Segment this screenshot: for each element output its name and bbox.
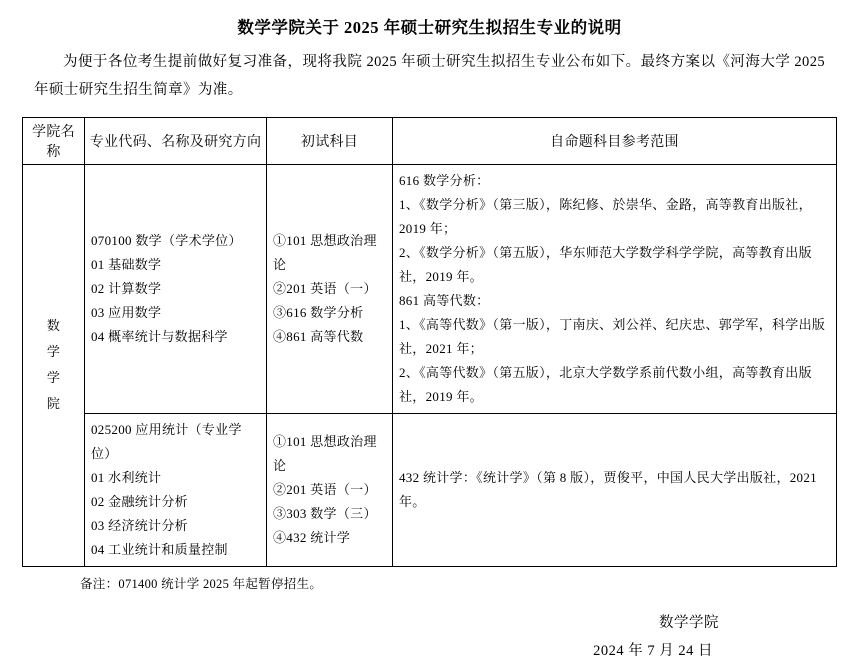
table-row [23, 164, 837, 413]
college-char: 数 [46, 318, 61, 334]
exam-subjects-cell [267, 164, 393, 413]
major-line: 03 经济统计分析 [91, 518, 188, 534]
major-line: 070100 数学（学术学位） [91, 232, 242, 248]
page-title: 数学学院关于 2025 年硕士研究生拟招生专业的说明 [237, 18, 622, 37]
range-line: 2、《高等代数》（第五版），北京大学数学系前代数小组，高等教育出版社，2019 年。 [399, 364, 812, 404]
admissions-table [22, 117, 837, 568]
exam-line: ②201 英语（一） [273, 280, 377, 296]
exam-line: ③616 数学分析 [273, 304, 364, 320]
footnote: 备注：071400 统计学 2025 年起暂停招生。 [80, 577, 323, 592]
college-char: 学 [46, 344, 61, 360]
header-college: 学院名称 [23, 117, 85, 164]
major-line: 01 水利统计 [91, 470, 162, 486]
exam-subjects-cell [267, 414, 393, 567]
range-line: 861 高等代数： [399, 292, 490, 308]
table-header-row [23, 117, 837, 164]
exam-line: ④432 统计学 [273, 530, 351, 546]
reference-range-cell [393, 164, 837, 413]
college-char: 学 [46, 370, 61, 386]
college-name-cell [23, 164, 85, 567]
intro-paragraph: 为便于各位考生提前做好复习准备，现将我院 2025 年硕士研究生拟招生专业公布如下。最终方案以《河海大学 2025 年硕士研究生招生简章》为准。 [34, 54, 825, 99]
range-line: 432 统计学：《统计学》（第 8 版），贾俊平，中国人民大学出版社，2021 年。 [399, 470, 821, 510]
exam-line: ②201 英语（一） [273, 482, 377, 498]
major-line: 01 基础数学 [91, 256, 162, 272]
range-line: 1、《高等代数》（第一版），丁南庆、刘公祥、纪庆忠、郭学军，科学出版社，2021 年； [399, 316, 826, 356]
major-cell [85, 164, 267, 413]
major-line: 02 计算数学 [91, 280, 162, 296]
range-line: 616 数学分析： [399, 172, 490, 188]
signature-block [22, 610, 837, 665]
exam-line: ①101 思想政治理论 [273, 232, 377, 272]
reference-range-cell [393, 414, 837, 567]
signature-date: 2024 年 7 月 24 日 [593, 642, 713, 659]
header-range: 自命题科目参考范围 [393, 117, 837, 164]
major-cell [85, 414, 267, 567]
college-char: 院 [46, 396, 61, 412]
header-exam: 初试科目 [267, 117, 393, 164]
table-row [23, 414, 837, 567]
major-line: 02 金融统计分析 [91, 494, 188, 510]
range-line: 2、《数学分析》（第五版），华东师范大学数学科学学院，高等教育出版社，2019 年。 [399, 244, 812, 284]
signature-org: 数学学院 [659, 615, 719, 632]
range-line: 1、《数学分析》（第三版），陈纪修、於崇华、金路，高等教育出版社，2019 年； [399, 196, 812, 236]
major-line: 03 应用数学 [91, 304, 162, 320]
exam-line: ④861 高等代数 [273, 328, 364, 344]
major-line: 025200 应用统计（专业学位） [91, 422, 242, 462]
exam-line: ①101 思想政治理论 [273, 434, 377, 474]
document-page [0, 14, 859, 659]
header-major: 专业代码、名称及研究方向 [85, 117, 267, 164]
major-line: 04 概率统计与数据科学 [91, 328, 228, 344]
major-line: 04 工业统计和质量控制 [91, 542, 228, 558]
exam-line: ③303 数学（三） [273, 506, 377, 522]
